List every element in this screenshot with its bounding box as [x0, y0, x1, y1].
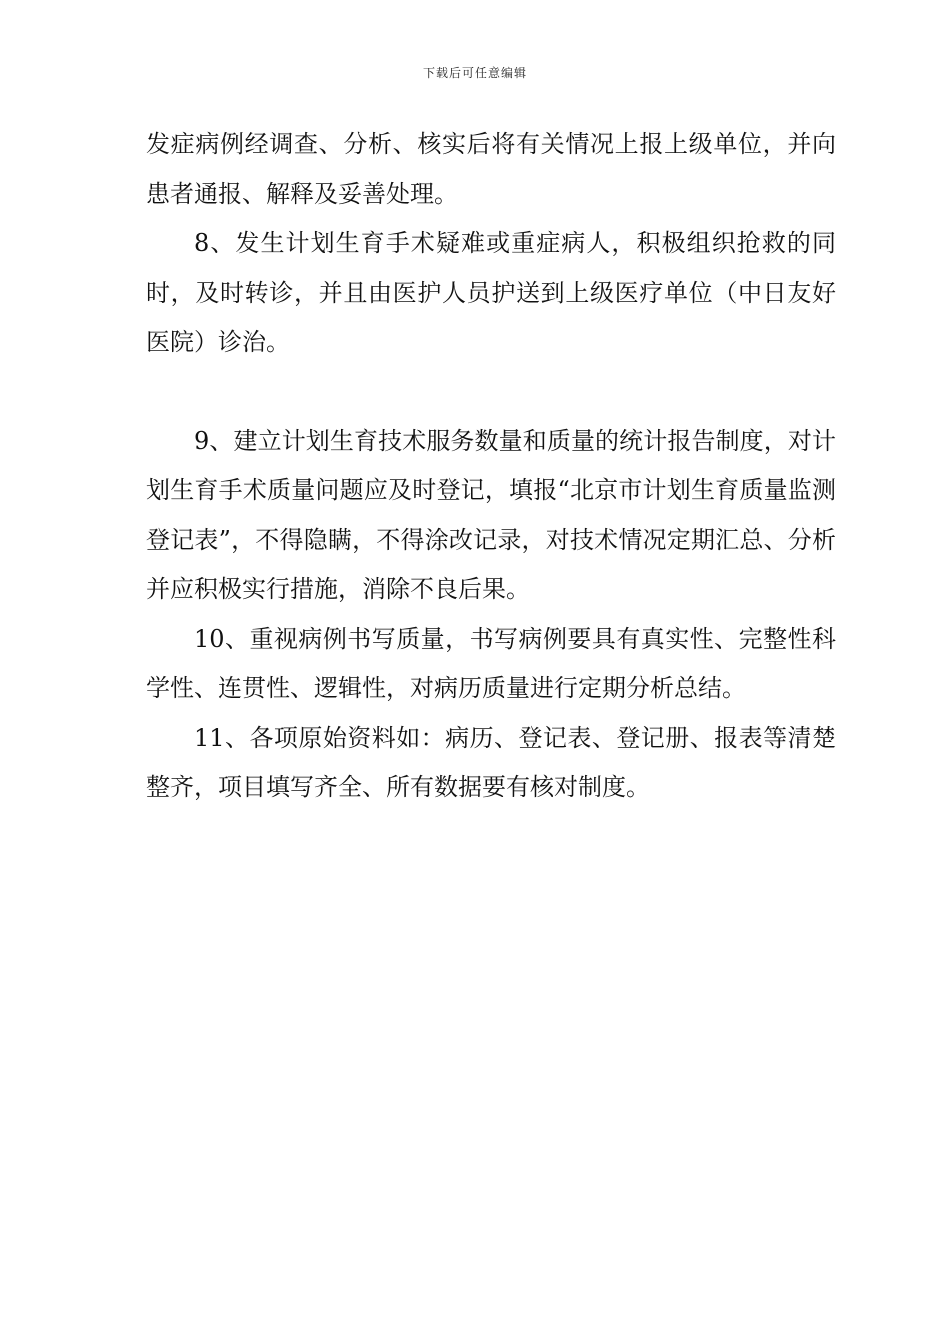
paragraph-item-11: 11、各项原始资料如：病历、登记表、登记册、报表等清楚整齐，项目填写齐全、所有数据要有核对制度。 — [146, 723, 836, 801]
paragraph-item-9: 9、建立计划生育技术服务数量和质量的统计报告制度，对计划生育手术质量问题应及时登记，填报“北京市计划生育质量监测登记表”，不得隐瞒，不得涂改记录，对技术情况定期汇总、分析并应积极实行措施，消除不良后果。 — [146, 426, 836, 603]
blank-line — [146, 368, 836, 417]
paragraph-item-8: 8、发生计划生育手术疑难或重症病人，积极组织抢救的同时，及时转诊，并且由医护人员护送到上级医疗单位（中日友好医院）诊治。 — [146, 229, 836, 356]
document-body — [146, 120, 836, 813]
paragraph-item-10: 10、重视病例书写质量，书写病例要具有真实性、完整性科学性、连贯性、逻辑性，对病历质量进行定期分析总结。 — [146, 624, 836, 702]
paragraph-continuation: 发症病例经调查、分析、核实后将有关情况上报上级单位，并向患者通报、解释及妥善处理。 — [146, 130, 836, 208]
page-header: 下载后可任意编辑 — [422, 66, 527, 80]
